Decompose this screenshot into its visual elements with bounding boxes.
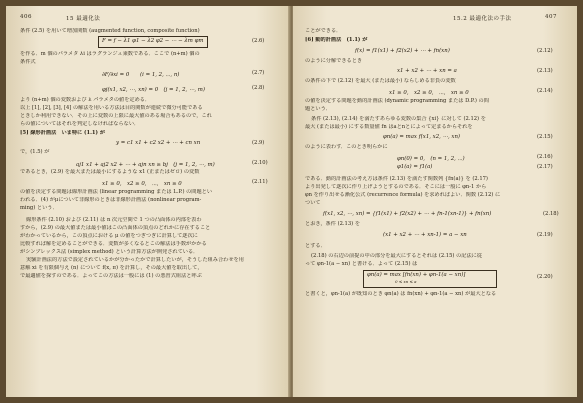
equation-number: (2.13): [537, 68, 553, 74]
text-line: われる．(4) がμについて非線形のときは非線形計画法 (nonlinear program-: [20, 197, 202, 203]
text-line: ことができる．: [305, 28, 342, 34]
text-line: らの値についてはそれを判定しなければならない．: [20, 121, 140, 127]
equation-number: (2.7): [252, 70, 265, 76]
equation: F = f − λ1 φ1 − λ2 φ2 − ⋯ − λm φm: [102, 38, 204, 44]
equation-number: (2.16): [537, 154, 553, 160]
section-heading: [5] 線形計画法 いま特に (1.1) が: [20, 130, 105, 136]
text-line: であるとき，(2.9) を最大または最小にするような x1 (正またはゼロ) の変数: [20, 169, 200, 175]
text-line: 条件 (2.13), (2.14) を満たすあらゆる変数の集合 {xi} に対して (2.12) を: [311, 116, 486, 122]
left-running-header: 15 最適化法: [66, 16, 101, 22]
equation-number: (2.6): [252, 38, 265, 44]
text-line: 実験計画法的方法で設定されているかが分かったかで計算したいが，そうした組み合わせを用: [26, 257, 244, 263]
left-page: [6, 6, 290, 397]
equation: φ1(a) = f1(a): [397, 164, 433, 170]
equation: φj(x1, x2, ⋯, xn) = 0 (j = 1, 2, ⋯, m): [102, 87, 206, 93]
equation: y = c1 x1 + c2 x2 + ⋯ + cn xn: [116, 140, 201, 146]
text-line: 条件式: [20, 59, 36, 65]
equation: (x1 + x2 + ⋯ + xn-1) = a − xn: [383, 232, 467, 238]
text-line: を作る．m 個のパラメタ λi はラグランジュ乗数である．ここで (n+m) 個の: [20, 51, 200, 57]
text-line: のように分解できるとき: [305, 58, 363, 64]
equation-number: (2.11): [252, 179, 268, 185]
text-line: 条件 (2.5) を用いて増加関数 (augmented function, composite function): [20, 28, 200, 34]
section-heading: [6] 動的計画法 (1.1) が: [305, 37, 368, 43]
equation: φn(0) = 0, (n = 1, 2, ⋯): [397, 156, 465, 162]
text-line: (2.18) の右辺の前提の中の部分を最大にするとそれは (2.15) の記法に従: [311, 253, 483, 259]
text-line: より (n+m) 個の変数および λ パラメタの値を定める．: [20, 97, 151, 103]
equation-number: (2.20): [537, 274, 553, 280]
text-line: より出発して逐次に作り上げようとするのである．そこには一般に φn-1 から: [305, 184, 487, 190]
right-page: [293, 6, 577, 397]
text-line: で，(1.5) が: [20, 149, 50, 155]
text-line: 最大 (または最小) にする数量値 fn はaとnとによって定まるからそれを: [305, 124, 473, 130]
equation: aj1 x1 + aj2 x2 + ⋯ + ajn xn ≥ bj (j = 1, 2, ⋯, m): [76, 162, 215, 168]
equation-number: (2.19): [537, 232, 553, 238]
text-line: ming) という．: [20, 205, 58, 211]
text-line: の値を決定する問題を動的計画法 (dynamic programming または D.P.) の問: [305, 98, 489, 104]
text-line: 題という．: [305, 106, 331, 112]
equation-number: (2.8): [252, 85, 265, 91]
text-line: φn を作り出せる漸化公式 (recurrence formula) を求めればよい．関数 (2.12) に: [305, 192, 501, 198]
equation: φn(a) = max [fn(xn) + φn-1(a − xn)]: [367, 272, 466, 278]
text-line: で最適値を探すのである．よってこの方法は一般には (1) の悪習式組法と呼ぶ: [20, 273, 202, 279]
text-line: の値を決定する問題は線形計画法 (linear programming または L.P.) の問題とい: [20, 189, 213, 195]
text-line: のように表わす．このとき明らかに: [305, 144, 388, 150]
text-line: 比較すれば解を定めることができる．変数が多くなるとこの解法は手数がかかる: [20, 241, 207, 247]
equation-number: (2.15): [537, 134, 553, 140]
text-line: とおき，条件 (2.13) を: [305, 221, 361, 227]
text-line: 意解 xi を有限個与え (n) について f(x, π) を計算し，その最大値を取出して，: [20, 265, 203, 271]
text-line: って φn-1(a − xn) と書ける．よって (2.15) は: [305, 261, 418, 267]
equation: φn(a) = max f(x1, x2, ⋯, xn): [383, 134, 461, 140]
equation-subscript: 0 ≤ xn ≤ a: [395, 279, 417, 284]
equation-number: (2.17): [537, 164, 553, 170]
left-page-number: 406: [20, 14, 32, 20]
text-line: ときしか利用できない．その上に変数の上限に最大値のある場合もあるので，これ: [20, 113, 212, 119]
equation-number: (2.10): [252, 160, 268, 166]
equation-number: (2.9): [252, 140, 265, 146]
equation-number: (2.12): [537, 48, 553, 54]
right-running-header: 15.2 最適化法の手法: [453, 16, 512, 22]
text-line: である．動的計画法の考え方は条件 (2.13) を満たす関数列 {fn(a)} を (2.17): [305, 176, 488, 182]
text-line: ついて: [305, 200, 321, 206]
book-spread: [6, 6, 577, 397]
text-line: の条件の下で (2.12) を最大 (または最小) ならしめる非負の変数: [305, 78, 456, 84]
text-line: すから，(2.9) の最大値または最小値はこの凸面体の頂点のどれかに存在すること: [20, 225, 211, 231]
equation: f(x1, x2, ⋯, xn) = {f1(x1) + f2(x2) + ⋯ + fn-1(xn-1)} + fn(xn): [323, 211, 492, 217]
text-line: とする．: [305, 243, 326, 249]
text-line: と書くと，φn-1(a) が既知のとき φn(a) は fn(xn) + φn-1(a − xn) が最大となる: [305, 291, 497, 297]
equation: x1 ≥ 0, x2 ≥ 0, ⋯, xn ≥ 0: [389, 90, 469, 96]
text-line: がシンプレックス法 (simplex method) という計算方法が開発されている．: [20, 249, 199, 255]
equation: x1 ≥ 0, x2 ≥ 0, ⋯, xn ≥ 0: [102, 181, 182, 187]
text-line: がわかっているから，この頂点における μ の値をつぎつぎに計算して逐次に: [20, 233, 198, 239]
equation: x1 + x2 + ⋯ + xn = a: [397, 68, 457, 74]
equation-number: (2.18): [543, 211, 559, 217]
equation: f(x) = f1(x1) + f2(x2) + ⋯ + fn(xn): [355, 48, 450, 54]
equation: ∂F/∂xi = 0 (i = 1, 2, ⋯, n): [102, 72, 180, 78]
right-page-number: 407: [545, 14, 557, 20]
equation-number: (2.14): [537, 88, 553, 94]
text-line: 以上 [1], [2], [3], [4] の解法を用いる方法は目的関数が連続で微分可能である: [20, 105, 203, 111]
text-line: 線形条件 (2.10) および (2.11) は n 次元空間で 1 つの凸面体の内部を表わ: [26, 217, 202, 223]
